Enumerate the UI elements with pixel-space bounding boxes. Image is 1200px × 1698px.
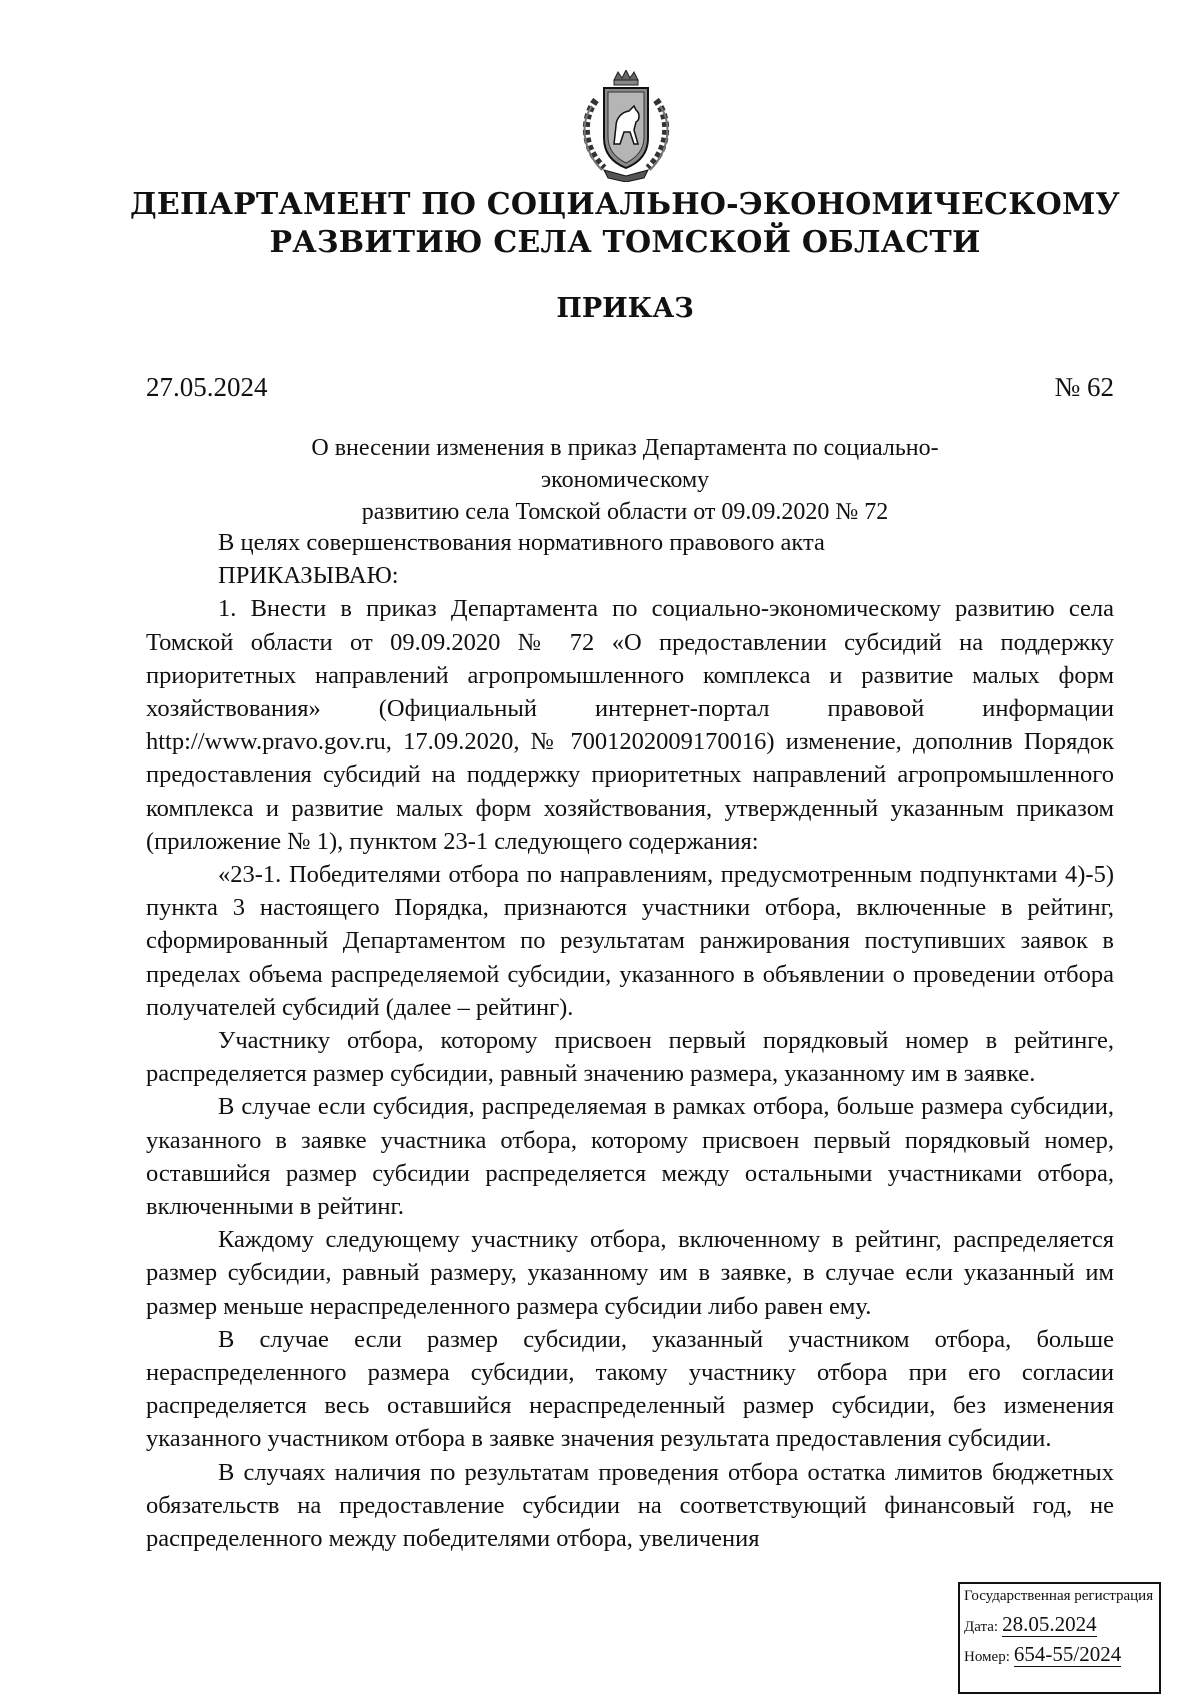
stamp-number-value: 654-55/2024 bbox=[1013, 1642, 1122, 1666]
stamp-title: Государственная регистрация bbox=[964, 1588, 1154, 1604]
paragraph: Каждому следующему участнику отбора, включенному в рейтинг, распределяется размер субсидии, равный размеру, указанному им в заявке, в случае если указанный им размер меньше нераспределенного размера субсидии либо равен ему. bbox=[146, 1226, 1114, 1320]
stamp-date-label: Дата: bbox=[964, 1619, 999, 1635]
stamp-date-row bbox=[960, 1607, 1159, 1637]
stamp-date-value: 28.05.2024 bbox=[1002, 1612, 1097, 1636]
department-title-line2: РАЗВИТИЮ СЕЛА ТОМСКОЙ ОБЛАСТИ bbox=[269, 225, 981, 260]
paragraph: 1. Внести в приказ Департамента по социально-экономическому развитию села Томской области от 09.09.2020 № 72 «О предоставлении субсидий на поддержку приоритетных направлений агропромышленного комплекса и развитие малых форм хозяйствования» (Официальный интернет-портал правовой информации http://www.pravo.gov.ru, 17.09.2020, № 7001202009170016) изменение, дополнив Порядок предоставления субсидий на поддержку приоритетных направлений агропромышленного комплекса и развитие малых форм хозяйствования, утвержденный указанным приказом (приложение № 1), пунктом 23-1 следующего содержания: bbox=[146, 595, 1114, 855]
stamp-number-row bbox=[960, 1637, 1159, 1667]
stamp-number-label: Номер: bbox=[964, 1649, 1010, 1665]
order-number: № 62 bbox=[1054, 372, 1114, 402]
document-type: ПРИКАЗ bbox=[556, 293, 694, 324]
order-date: 27.05.2024 bbox=[146, 372, 268, 402]
paragraph: В случаях наличия по результатам проведения отбора остатка лимитов бюджетных обязательств на предоставление субсидии на соответствующий финансовый год, не распределенного между победителями отбора, увеличения bbox=[146, 1458, 1114, 1553]
order-body bbox=[146, 526, 1114, 1555]
order-subject bbox=[230, 432, 1020, 528]
paragraph: В случае если размер субсидии, указанный участником отбора, больше нераспределенного размера субсидии, такому участнику отбора при его согласии распределяется весь оставшийся нераспределенный размер субсидии, без изменения указанного участником отбора в заявке значения результата предоставления субсидии. bbox=[146, 1325, 1114, 1453]
order-subject-line1: О внесении изменения в приказ Департамента по социально-экономическому bbox=[311, 435, 939, 493]
registration-stamp bbox=[958, 1582, 1161, 1694]
order-subject-line2: развитию села Томской области от 09.09.2020 № 72 bbox=[361, 499, 889, 525]
paragraph: В случае если субсидия, распределяемая в рамках отбора, больше размера субсидии, указанного в заявке участника отбора, которому присвоен первый порядковый номер, оставшийся размер субсидии распределяется между остальными участниками отбора, включенными в рейтинг. bbox=[146, 1093, 1114, 1221]
coat-of-arms-icon bbox=[574, 70, 678, 182]
paragraph: Участнику отбора, которому присвоен первый порядковый номер в рейтинге, распределяется размер субсидии, равный значению размера, указанному им в заявке. bbox=[146, 1027, 1114, 1088]
department-title bbox=[100, 186, 1150, 262]
department-title-line1: ДЕПАРТАМЕНТ ПО СОЦИАЛЬНО-ЭКОНОМИЧЕСКОМУ bbox=[130, 187, 1120, 222]
preamble: В целях совершенствования нормативного правового акта bbox=[218, 529, 825, 556]
paragraph: «23-1. Победителями отбора по направлениям, предусмотренным подпунктами 4)-5) пункта 3 настоящего Порядка, признаются участники отбора, включенные в рейтинг, сформированный Департаментом по результатам ранжирования поступивших заявок в пределах объема распределяемой субсидии, указанного в объявлении о проведении отбора получателей субсидий (далее – рейтинг). bbox=[146, 861, 1114, 1021]
order-word: ПРИКАЗЫВАЮ: bbox=[218, 562, 399, 590]
